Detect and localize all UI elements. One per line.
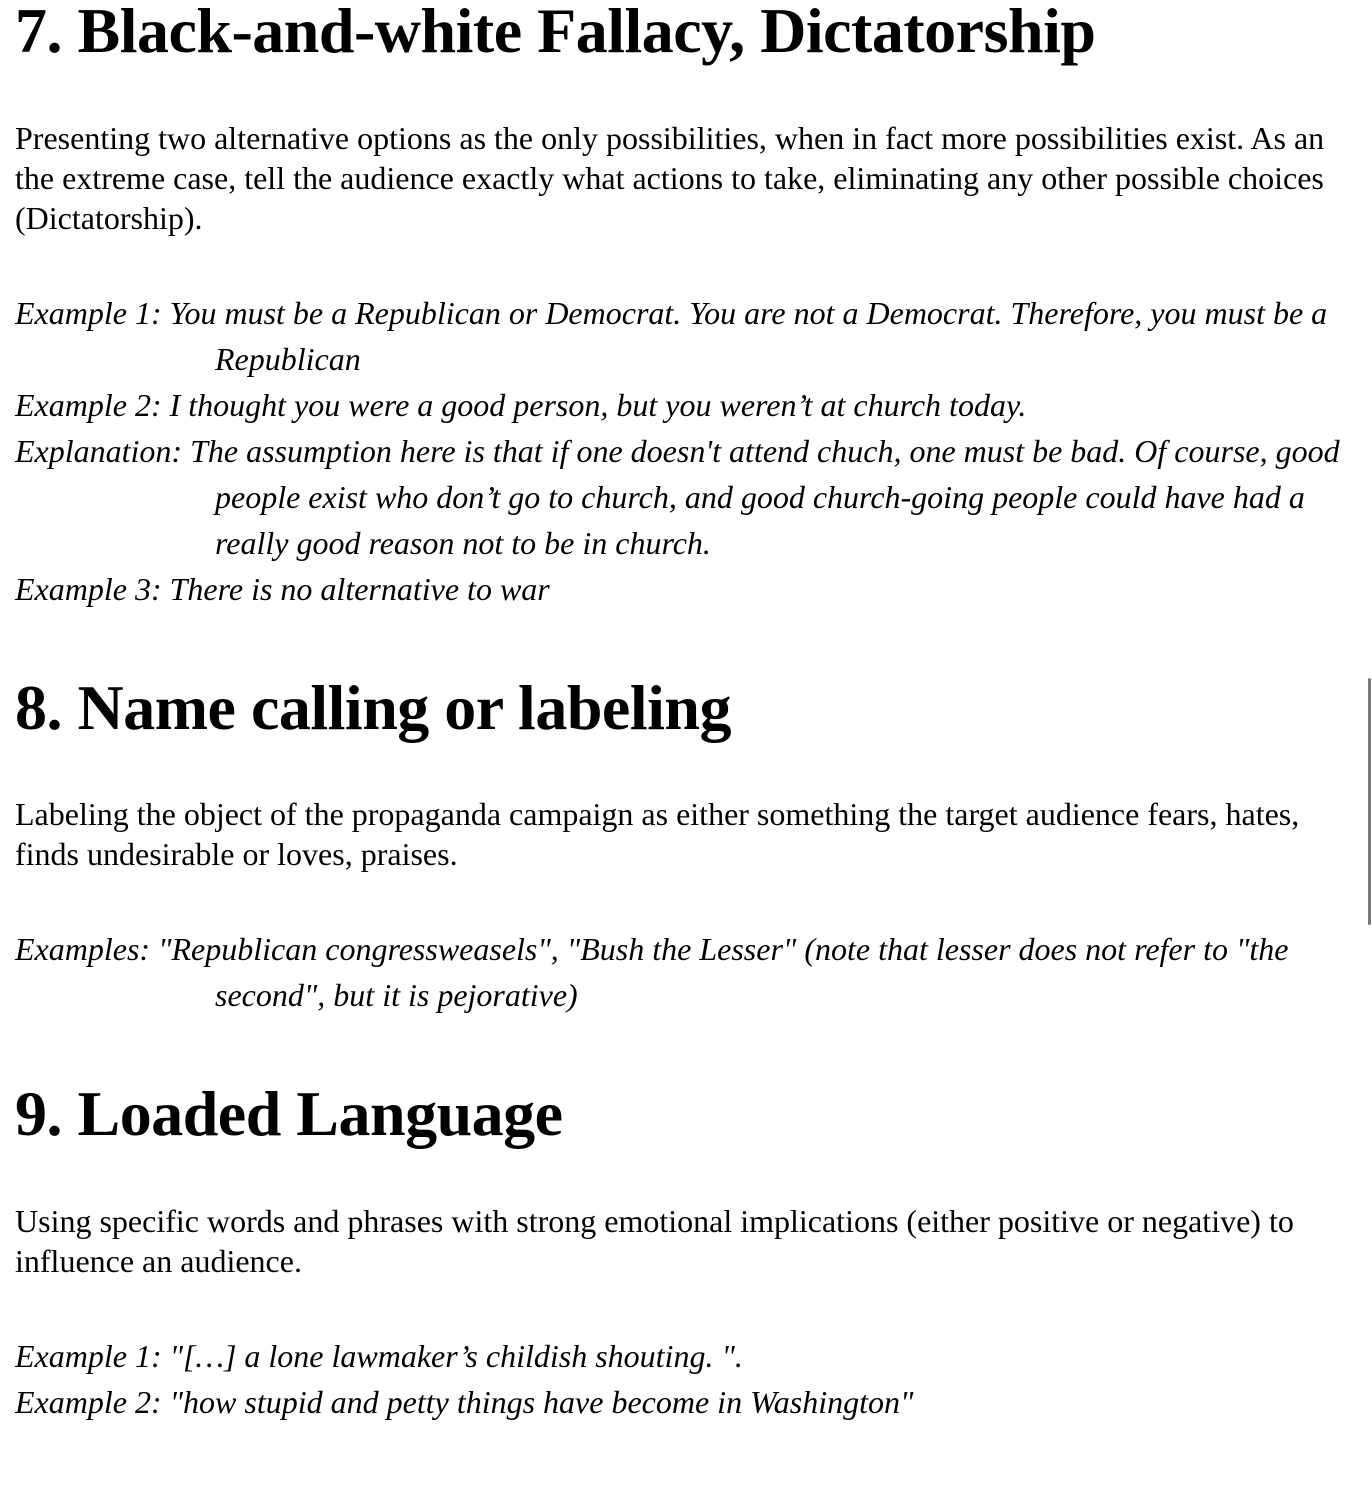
section-7: [15, 0, 1357, 612]
example-item: [15, 1379, 1357, 1425]
example-item: [15, 1333, 1357, 1379]
section-8-description: Labeling the object of the propaganda campaign as either something the target audience fears, hates, finds undesirable or loves, praises.: [15, 796, 1300, 873]
example-text: "[…] a lone lawmaker’s childish shouting. ".: [169, 1337, 743, 1374]
section-7-heading: 7. Black-and-white Fallacy, Dictatorship: [15, 0, 1096, 66]
example-text: There is no alternative to war: [169, 570, 550, 607]
section-8: [15, 671, 1357, 1019]
example-item: [15, 290, 1357, 382]
scrollbar-thumb[interactable]: [1368, 678, 1371, 925]
section-8-heading: 8. Name calling or labeling: [15, 671, 731, 743]
example-label: Example 2:: [15, 386, 162, 423]
example-label: Explanation:: [15, 432, 183, 469]
section-9-heading: 9. Loaded Language: [15, 1078, 563, 1150]
section-9: [15, 1077, 1357, 1425]
example-text: "how stupid and petty things have become in Washington": [169, 1383, 914, 1420]
section-7-examples: [15, 290, 1357, 612]
example-item: [15, 428, 1357, 566]
section-7-description: Presenting two alternative options as the only possibilities, when in fact more possibilities exist. As an the extreme case, tell the audience exactly what actions to take, eliminating any other possible choices (Dictatorship).: [15, 119, 1325, 236]
section-8-examples: [15, 926, 1357, 1018]
example-item: [15, 382, 1357, 428]
section-9-examples: [15, 1333, 1357, 1425]
example-item: [15, 926, 1357, 1018]
section-9-description: Using specific words and phrases with strong emotional implications (either positive or negative) to influence an audience.: [15, 1202, 1294, 1279]
example-item: [15, 566, 1357, 612]
example-text: The assumption here is that if one doesn't attend chuch, one must be bad. Of course, good people exist who don’t go to church, and good church-going people could have had a really good reason not to be in church.: [190, 432, 1340, 561]
example-label: Example 1:: [15, 1337, 162, 1374]
example-text: "Republican congressweasels", "Bush the Lesser" (note that lesser does not refer to "the second", but it is pejorative): [158, 931, 1289, 1014]
example-text: You must be a Republican or Democrat. You are not a Democrat. Therefore, you must be a Republican: [169, 294, 1328, 377]
example-label: Example 3:: [15, 570, 162, 607]
example-text: I thought you were a good person, but you weren’t at church today.: [169, 386, 1027, 423]
example-label: Example 2:: [15, 1383, 162, 1420]
example-label: Examples:: [15, 931, 151, 968]
example-label: Example 1:: [15, 294, 162, 331]
